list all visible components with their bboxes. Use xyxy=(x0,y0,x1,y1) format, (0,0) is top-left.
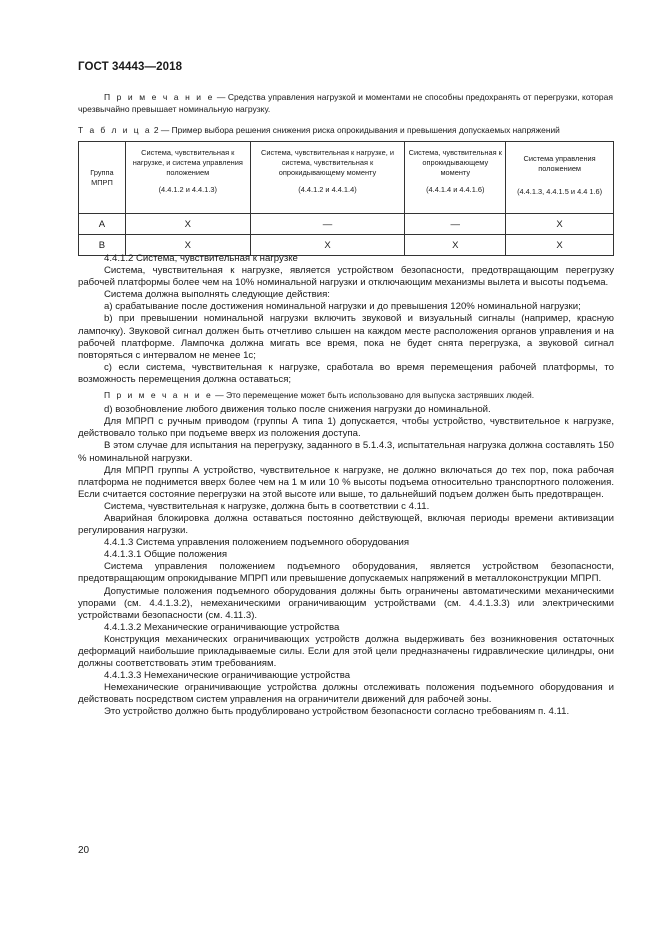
section-heading: 4.4.1.3 Система управления положением подъемного оборудования xyxy=(104,537,410,549)
subsection-heading: 4.4.1.3.1 Общие положения xyxy=(104,549,228,561)
header-cell-position xyxy=(506,142,614,214)
paragraph: Система должна выполнять следующие действия: xyxy=(104,289,330,301)
paragraph: Система, чувствительная к нагрузке, является устройством безопасности, предотвращающим перегрузку рабочей платформы более чем на 10% номинальной нагрузки и отключающим механизмы вылета и высоты подъема. xyxy=(78,265,614,289)
header-title: Группа МПРП xyxy=(90,167,114,187)
note-label: П р и м е ч а н и е xyxy=(104,390,213,401)
note-moving xyxy=(78,389,614,401)
paragraph: Система управления положением подъемного оборудования, является устройством безопасности, предотвращающим опрокидывание МПРП или превышение допускаемых напряжений в металлоконструкции МПРП. xyxy=(78,561,614,585)
header-ref: (4.4.1.2 и 4.4.1.3) xyxy=(158,185,217,194)
table-header-row xyxy=(79,142,614,214)
header-title: Система, чувствительная к нагрузке, и система управления положением xyxy=(132,148,243,177)
paragraph: Для МПРП с ручным приводом (группы А типа 1) допускается, чтобы устройство, чувствительное к нагрузке, действовало только при подъеме вверх из положения доступа. xyxy=(78,416,614,440)
table-caption xyxy=(78,125,618,135)
table-caption-text: 2 — Пример выбора решения снижения риска опрокидывания и превышения допускаемых напряжений xyxy=(151,125,560,135)
paragraph: Немеханические ограничивающие устройства должны отслеживать положения подъемного оборудования и действовать посредством систем управления на ограничители движений для рабочей зоны. xyxy=(78,682,614,706)
table-cell: Х xyxy=(125,235,250,256)
header-ref: (4.4.1.4 и 4.4.1.6) xyxy=(426,185,485,194)
header-title: Система управления положением xyxy=(523,154,596,173)
paragraph: Система, чувствительная к нагрузке, должна быть в соответствии с 4.11. xyxy=(104,500,430,512)
note-overload xyxy=(78,91,613,115)
risk-reduction-table xyxy=(78,141,614,256)
header-cell-load-moment xyxy=(250,142,405,214)
subsection-heading: 4.4.1.3.2 Механические ограничивающие устройства xyxy=(104,621,340,633)
list-item: b) при превышении номинальной нагрузки включить звуковой и визуальный сигналы (например, красную лампочку). Звуковой сигнал должен быть отчетливо слышен на каждом месте расположения органов управления и на рабочей платформе. Лампочка должна мигать все время, пока не будет снята перегрузка, а звуковой сигнал повторяться с интервалом не менее 1с; xyxy=(78,313,614,361)
table-cell: А xyxy=(79,214,126,235)
table-cell: Х xyxy=(506,235,614,256)
header-cell-load-position xyxy=(125,142,250,214)
section-4412 xyxy=(78,253,614,719)
paragraph: Аварийная блокировка должна оставаться постоянно действующей, включая периоды времени активизации регулирования нагрузки. xyxy=(78,512,614,537)
header-title: Система, чувствительная к опрокидывающему моменту xyxy=(408,148,502,177)
list-item: с) если система, чувствительная к нагрузке, сработала во время перемещения рабочей платформы, то возможность перемещения должна оставаться; xyxy=(78,361,614,385)
header-ref: (4.4.1.3, 4.4.1.5 и 4.4 1.6) xyxy=(517,187,603,196)
table-cell: Х xyxy=(250,235,405,256)
table-cell: Х xyxy=(506,214,614,235)
note-label: П р и м е ч а н и е xyxy=(104,92,215,102)
list-item: d) возобновление любого движения только после снижения нагрузки до номинальной. xyxy=(104,404,491,416)
list-item: а) срабатывание после достижения номинальной нагрузки и до превышения 120% номинальной нагрузки; xyxy=(104,301,581,313)
page-number: 20 xyxy=(78,845,90,856)
table-cell: — xyxy=(250,214,405,235)
paragraph: Это устройство должно быть продублировано устройством безопасности согласно требованиям п. 4.11. xyxy=(104,706,570,718)
table-caption-label: Т а б л и ц а xyxy=(78,125,152,135)
document-header: ГОСТ 34443—2018 xyxy=(78,61,183,73)
paragraph: Для МПРП группы А устройство, чувствительное к нагрузке, не должно включаться до тех пор, пока рабочая платформа не поднимется вверх более чем на 1 м или 10 % высоты подъема относительно транспортного положения. Если считается состояние перегрузки на этой высоте или выше, то дальнейший подъем должен быть предотвращен. xyxy=(78,464,614,500)
subsection-heading: 4.4.1.3.3 Немеханические ограничивающие устройства xyxy=(104,670,351,682)
note-text: — Это перемещение может быть использовано для выпуска застрявших людей. xyxy=(212,390,535,401)
header-cell-group xyxy=(79,142,126,214)
table-cell: Х xyxy=(405,235,506,256)
paragraph: В этом случае для испытания на перегрузку, заданного в 5.1.4.3, испытательная нагрузка должна составлять 150 % номинальной нагрузки. xyxy=(78,440,614,464)
table-cell: — xyxy=(405,214,506,235)
paragraph: Конструкция механических ограничивающих устройств должна выдерживать без возникновения остаточных деформаций наибольшие прикладываемые силы. Если для этой цели предназначены гидравлические цилиндры, они должны соответствовать этим требованиям. xyxy=(78,633,614,670)
paragraph: Допустимые положения подъемного оборудования должны быть ограничены автоматическими механическими упорами (см. 4.4.1.3.2), немеханическими ограничивающим устройствами (см. 4.4.1.3.3) или электрическими устройствами безопасности (см. 4.11.3). xyxy=(78,585,614,621)
header-title: Система, чувствительная к нагрузке, и система, чувствительная к опрокидывающему моменту xyxy=(261,148,394,177)
header-cell-moment xyxy=(405,142,506,214)
table-cell: В xyxy=(79,235,126,256)
header-ref: (4.4.1.2 и 4.4.1.4) xyxy=(298,185,357,194)
section-heading: 4.4.1.2 Система, чувствительная к нагрузке xyxy=(104,253,298,264)
note-text: — Средства управления нагрузкой и моментами не способны предохранять от перегрузки, которая чрезвычайно превышает номинальную нагрузку. xyxy=(78,92,613,114)
table-cell: Х xyxy=(125,214,250,235)
table-row xyxy=(79,214,614,235)
